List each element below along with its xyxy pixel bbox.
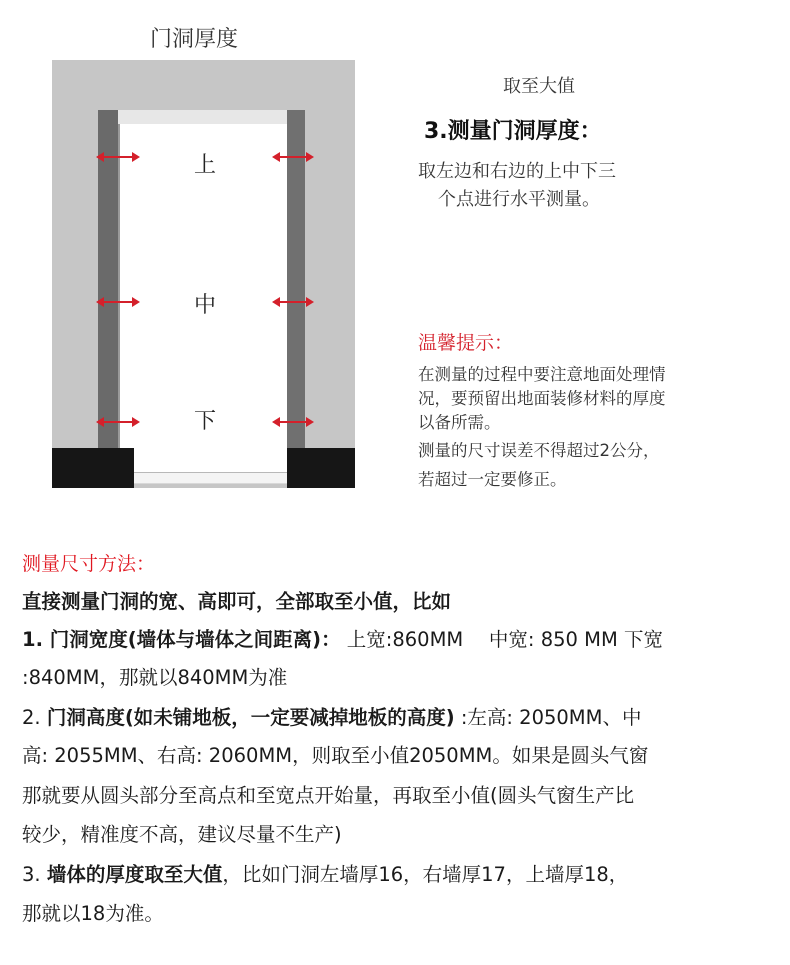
- door-lintel: [118, 110, 287, 124]
- item2-text: :左高: 2050MM、中: [454, 706, 642, 729]
- method-item2-line2: 高: 2055MM、右高: 2060MM，则取至小值2050MM。如果是圆头气窗: [22, 744, 649, 767]
- take-max-note: 取至大值: [503, 76, 575, 97]
- item1-text: 上宽:860MM 中宽: 850 MM 下宽: [340, 628, 663, 651]
- method-title: 测量尺寸方法：: [22, 553, 156, 575]
- label-middle: 中: [193, 293, 216, 318]
- method-item3-cont: 那就以18为准。: [22, 902, 164, 925]
- tip-line-3: 以备所需。: [418, 413, 501, 432]
- item2-bold: 门洞高度(如未铺地板，一定要减掉地板的高度): [46, 706, 455, 729]
- label-top: 上: [193, 153, 216, 178]
- item2-num: 2.: [22, 706, 47, 729]
- method-intro-text: 直接测量门洞的宽、高即可，全部取至小值，比如: [22, 590, 452, 613]
- tip-line-2: 况，要预留出地面装修材料的厚度: [418, 389, 666, 408]
- item3-text: ，比如门洞左墙厚16，右墙厚17，上墙厚18，: [222, 863, 629, 886]
- method-item2-line4: 较少，精准度不高，建议尽量不生产): [22, 823, 342, 846]
- floor-left: [52, 448, 134, 488]
- section3-desc-line2: 个点进行水平测量。: [438, 189, 600, 210]
- item3-num: 3.: [22, 863, 47, 886]
- floor-right: [287, 448, 355, 488]
- arrow-right-bottom: [272, 415, 314, 429]
- tip-title: 温馨提示：: [418, 332, 514, 354]
- arrow-right-middle: [272, 295, 314, 309]
- method-item3: [22, 857, 782, 892]
- method-item2: [22, 700, 782, 735]
- arrow-left-middle: [96, 295, 140, 309]
- method-item2-line3: 那就要从圆头部分至高点和至宽点开始量，再取至小值(圆头气窗生产比: [22, 784, 635, 807]
- item3-bold: 墙体的厚度取至大值: [46, 863, 223, 886]
- tip-line-1: 在测量的过程中要注意地面处理情: [418, 365, 666, 384]
- item1-bold: 1. 门洞宽度(墙体与墙体之间距离)：: [22, 628, 341, 651]
- floor-strip: [134, 472, 287, 484]
- method-intro: [22, 584, 782, 619]
- tip-line-4: 测量的尺寸误差不得超过2公分，: [418, 441, 660, 460]
- arrow-left-bottom: [96, 415, 140, 429]
- tip-line-5: 若超过一定要修正。: [418, 470, 567, 489]
- arrow-left-top: [96, 150, 140, 164]
- section3-desc-line1: 取左边和右边的上中下三: [418, 161, 616, 182]
- label-bottom: 下: [193, 409, 216, 434]
- section3-title: 3.测量门洞厚度：: [424, 119, 602, 144]
- method-item1-cont: :840MM，那就以840MM为准: [22, 666, 288, 689]
- arrow-right-top: [272, 150, 314, 164]
- diagram-title: 门洞厚度: [150, 27, 239, 52]
- method-item1: [22, 622, 782, 657]
